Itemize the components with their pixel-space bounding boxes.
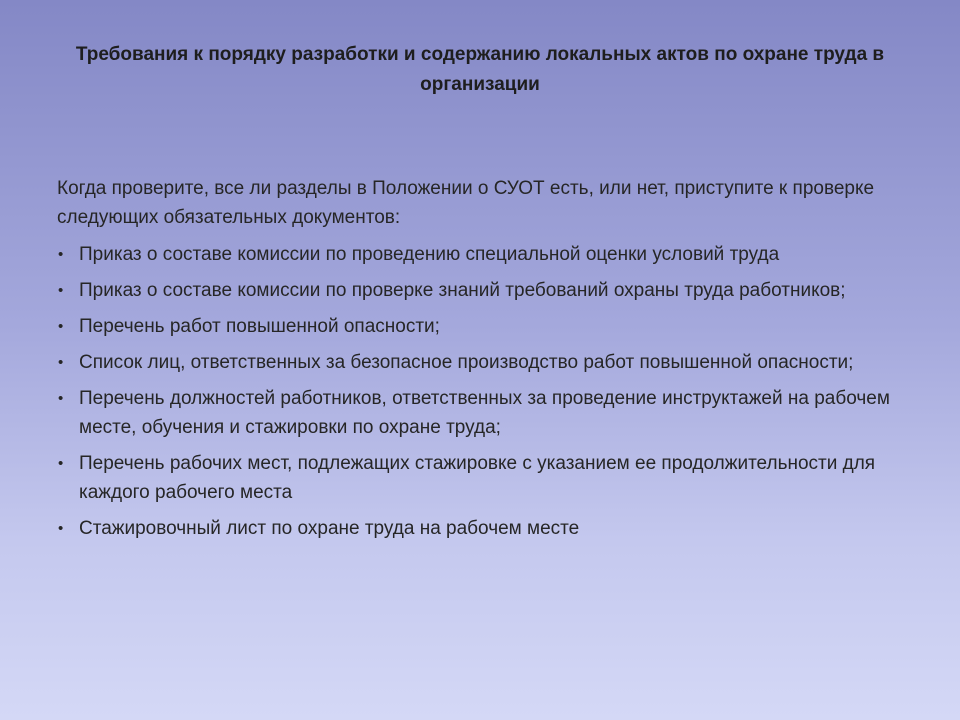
bullet-item [57, 449, 907, 507]
bullet-item [57, 276, 907, 305]
bullet-dot-icon: • [58, 282, 64, 299]
bullet-text: Перечень должностей работников, ответственных за проведение инструктажей на рабочем месте, обучения и стажировки по охране труда; [79, 388, 890, 438]
bullet-text: Перечень работ повышенной опасности; [79, 316, 440, 337]
bullet-dot-icon: • [58, 520, 64, 537]
bullet-list [57, 240, 907, 543]
bullet-text: Стажировочный лист по охране труда на рабочем месте [79, 518, 580, 539]
bullet-dot-icon: • [58, 246, 64, 263]
slide-content [57, 174, 907, 550]
bullet-dot-icon: • [58, 318, 64, 335]
bullet-dot-icon: • [58, 455, 64, 472]
bullet-text: Приказ о составе комиссии по проведению специальной оценки условий труда [79, 244, 780, 265]
bullet-text: Приказ о составе комиссии по проверке знаний требований охраны труда работников; [79, 280, 846, 301]
bullet-item [57, 514, 907, 543]
bullet-text: Перечень рабочих мест, подлежащих стажировке с указанием ее продолжительности для каждого рабочего места [79, 453, 876, 503]
intro-text: Когда проверите, все ли разделы в Положении о СУОТ есть, или нет, приступите к проверке следующих обязательных документов: [57, 178, 875, 228]
bullet-item [57, 384, 907, 442]
bullet-item [57, 312, 907, 341]
bullet-dot-icon: • [58, 354, 64, 371]
slide-title: Требования к порядку разработки и содержанию локальных актов по охране труда в организации [75, 44, 885, 95]
bullet-dot-icon: • [58, 390, 64, 407]
bullet-text: Список лиц, ответственных за безопасное производство работ повышенной опасности; [79, 352, 854, 373]
bullet-item [57, 240, 907, 269]
bullet-item [57, 348, 907, 377]
